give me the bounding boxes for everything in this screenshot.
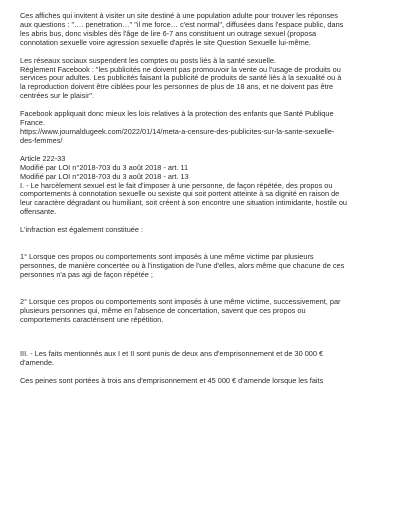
paragraph-penalties: III. - Les faits mentionnés aux I et II sont punis de deux ans d'emprisonnement et de 30 000 € d'amende. bbox=[20, 349, 324, 368]
paragraph-facebook-conclusion: Facebook appliquait donc mieux les lois relatives à la protection des enfants que Santé Publique France. https://www.journaldugeek.com/2022/01/14/meta-a-censure-des-publicites-sur-la-sante-sexuelle- des-femmes/ bbox=[20, 109, 335, 145]
paragraph-point-2: 2° Lorsque ces propos ou comportements sont imposés à une même victime, successivement, par plusieurs personnes qui, même en l'absence de concertation, savent que ces propos ou comportements caractérisent une répétition. bbox=[20, 296, 341, 324]
paragraph-facebook-rules: Les réseaux sociaux suspendent les comptes ou posts liés à la santé sexuelle. Règlement Facebook : "les publicités ne doivent pas promouvoir la vente ou l'usage de produits ou services pour adultes. Les publicités faisant la publicité de produits de santé liés à la sexualité ou à la reproduction doivent être ciblées pour les personnes de plus de 18 ans, et ne doivent pas être centrées sur le plaisir". bbox=[20, 55, 342, 101]
paragraph-aggravated-penalties: Ces peines sont portées à trois ans d'emprisonnement et 45 000 € d'amende lorsque les faits bbox=[20, 376, 324, 386]
paragraph-point-1: 1° Lorsque ces propos ou comportements sont imposés à une même victime par plusieurs personnes, de manière concertée ou à l'instigation de l'une d'elles, alors même que chacune de ces personnes n'a pas agi de façon répétée ; bbox=[20, 252, 345, 279]
paragraph-poster-description: Ces affiches qui invitent à visiter un site destiné à une population adulte pour trouver les réponses aux questions : "…. penetration…" "il me force… c'est normal", diffusées dans l'espace public, dans les abris bus, donc visibles dès l'âge de lire 6-7 ans constituent un outrage sexuel (proposa connotation sexuelle voire agression sexuelle d'après le site Question Sexuelle lui-même. bbox=[20, 11, 344, 47]
paragraph-infraction: L'infraction est également constituée : bbox=[20, 225, 144, 235]
paragraph-article-222-33: Article 222-33 Modifié par LOI n°2018-703 du 3 août 2018 - art. 11 Modifié par LOI n°2018-703 du 3 août 2018 - art. 13 I. - Le harcèlement sexuel est le fait d'imposer à une personne, de façon répétée, des propos ou comportements à connotation sexuelle ou sexiste qui soit portent atteinte à sa dignité en raison de leur caractère dégradant ou humiliant, soit créent à son encontre une situation intimidante, hostile ou offensante. bbox=[20, 153, 347, 217]
document-page bbox=[20, 12, 384, 386]
